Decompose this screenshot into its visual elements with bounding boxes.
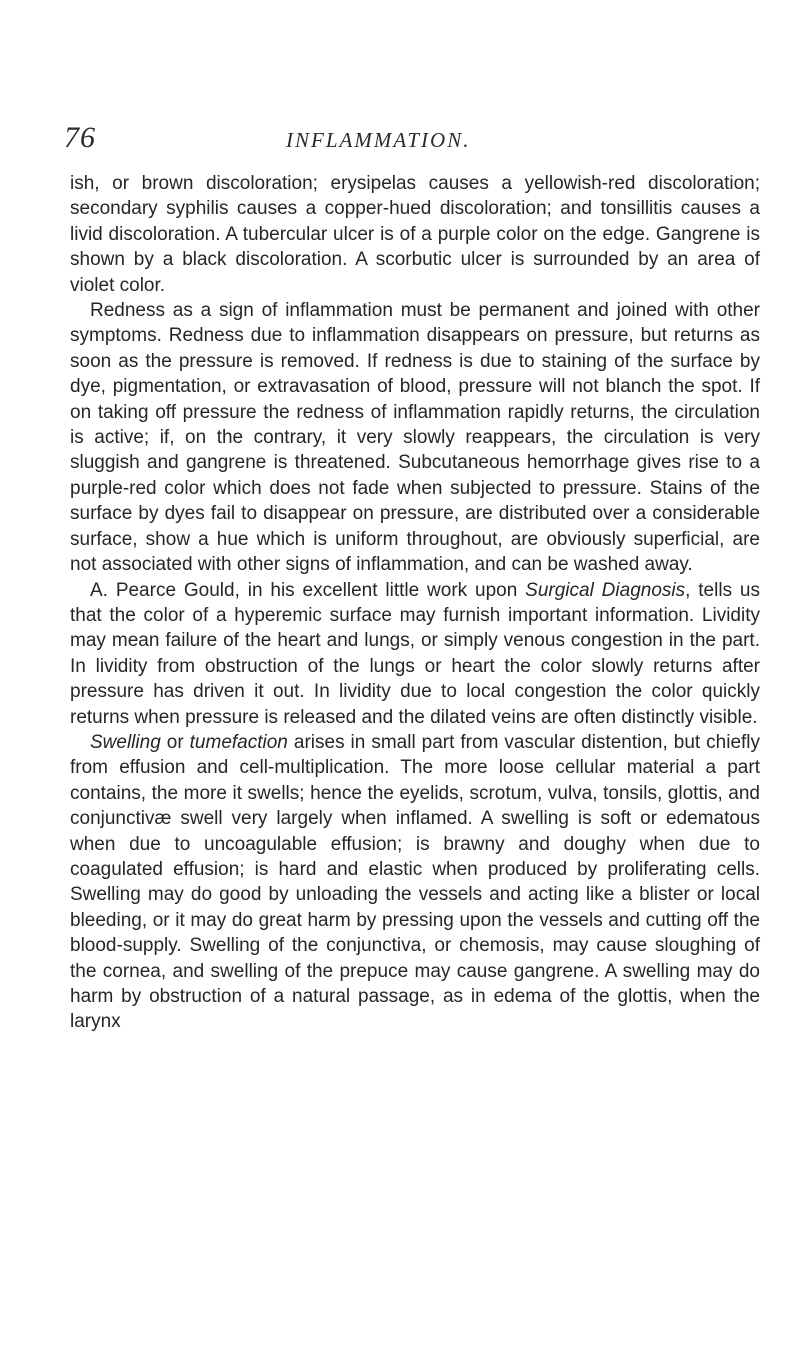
paragraph-text: , tells us that the color of a hyperemic surface may furnish important information. Lividity may mean failure of the heart and lungs, or simply venous congestion in the part. In lividity from obstruction of the lungs or heart the color slowly returns after pressure has driven it out. In lividity due to local congestion the color quickly returns when pressure is released and the dilated veins are often distinctly visible.: [70, 579, 760, 728]
paragraph-text: Redness as a sign of inflammation must be permanent and joined with other symptoms. Redness due to inflammation disappears on pressure, but returns as soon as the pressure is removed. If redness is due to staining of the surface by dye, pigmentation, or extravasation of blood, pressure will not blanch the spot. If on taking off pressure the redness of inflammation rapidly returns, the circulation is active; if, on the contrary, it very slowly reappears, the circulation is very sluggish and gangrene is threatened. Subcutaneous hemorrhage gives rise to a purple-red color which does not fade when subjected to pressure. Stains of the surface by dyes fail to disappear on pressure, are distributed over a considerable surface, show a hue which is uniform throughout, are obviously superficial, are not associated with other signs of inflammation, and can be washed away.: [70, 300, 760, 576]
running-head: [64, 121, 764, 157]
paragraph-text: arises in small part from vascular distention, but chiefly from effusion and cell-multiplication. The more loose cellular material a part contains, the more it swells; hence the eyelids, scrotum, vulva, tonsils, glottis, and conjunctivæ swell very largely when inflamed. A swelling is soft or edematous when due to uncoagulable effusion; is brawny and doughy when due to coagulated effusion; is hard and elastic when produced by proliferating cells. Swelling may do good by unloading the vessels and acting like a blister or local bleeding, or it may do great harm by pressing upon the vessels and cutting off the blood-supply. Swelling of the conjunctiva, or chemosis, may cause sloughing of the cornea, and swelling of the prepuce may cause gangrene. A swelling may do harm by obstruction of a natural passage, as in edema of the glottis, when the larynx: [70, 731, 761, 1033]
paragraph-text: or: [160, 731, 190, 753]
paragraph-discoloration: [70, 171, 760, 298]
paragraph-text: A. Pearce Gould, in his excellent little work upon: [90, 579, 526, 601]
paragraph-gould: [70, 578, 760, 730]
paragraph-text: ish, or brown discoloration; erysipelas causes a yellowish-red discoloration; secondary syphilis causes a copper-hued discoloration; and tonsillitis causes a livid discoloration. A tubercular ulcer is of a purple color on the edge. Gangrene is shown by a black discoloration. A scorbutic ulcer is surrounded by an area of violet color.: [70, 173, 760, 296]
paragraph-swelling: [70, 730, 760, 1035]
running-title: INFLAMMATION.: [286, 128, 471, 152]
paragraph-redness: [70, 298, 760, 577]
book-title-italic: Surgical Diagnosis: [525, 579, 686, 601]
term-italic: tumefaction: [189, 731, 288, 753]
page-number: 76: [64, 121, 96, 154]
body-text: [70, 171, 760, 1035]
term-italic: Swelling: [90, 731, 161, 753]
